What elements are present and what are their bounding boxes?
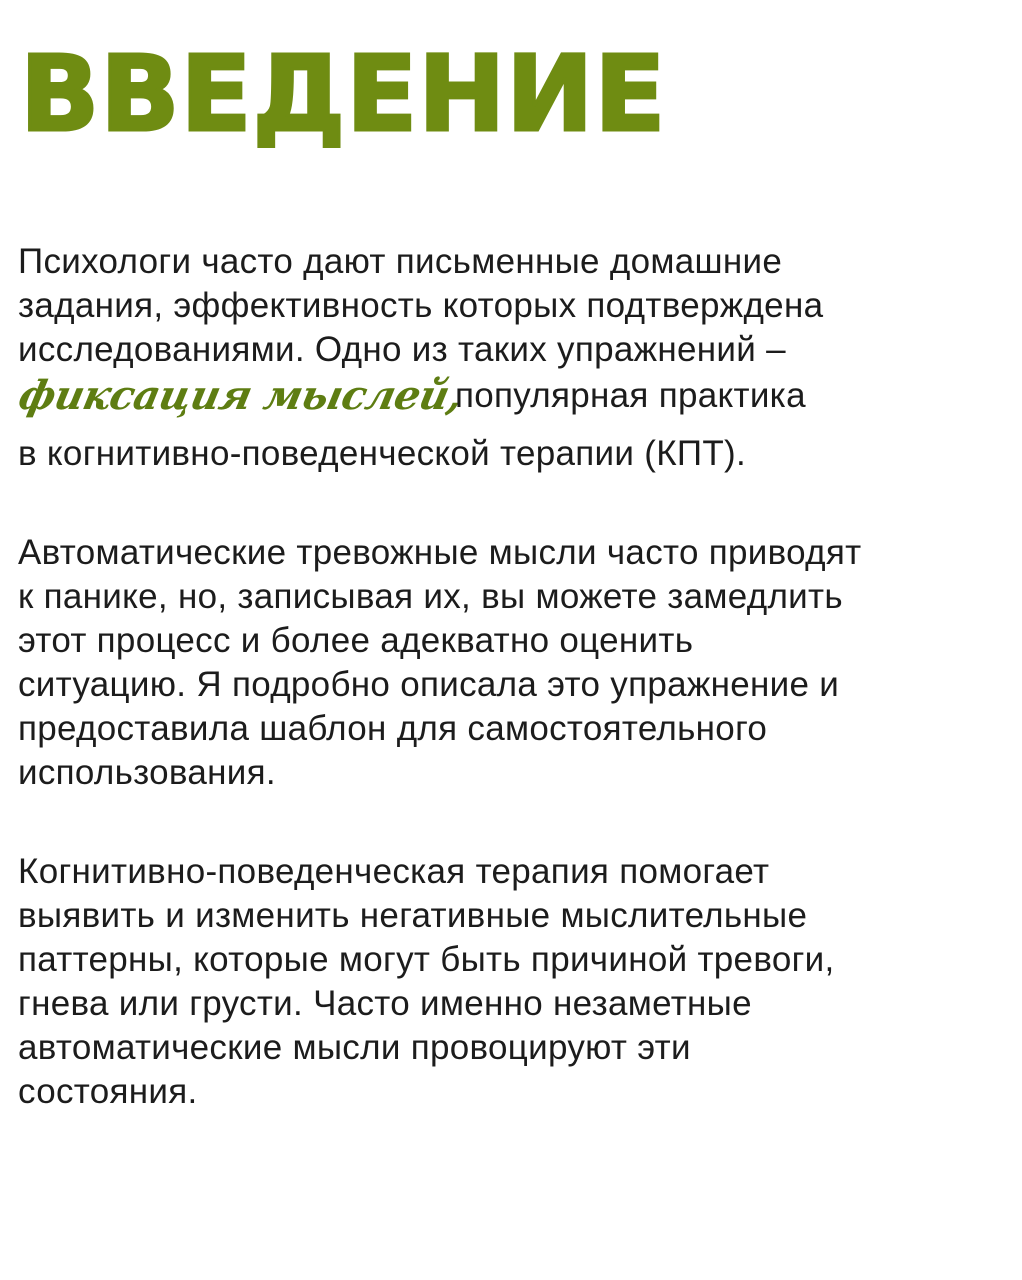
cbt-paragraph bbox=[18, 850, 1008, 1114]
paragraph-line: автоматические мысли провоцируют эти bbox=[18, 1028, 691, 1067]
paragraph-line: паттерны, которые могут быть причиной тревоги, bbox=[18, 940, 835, 979]
paragraph-line: задания, эффективность которых подтверждена bbox=[18, 286, 824, 325]
paragraph-line: этот процесс и более адекватно оценить bbox=[18, 621, 694, 660]
highlight-line bbox=[14, 372, 1008, 426]
paragraph-line: в когнитивно-поведенческой терапии (КПТ). bbox=[18, 434, 747, 473]
paragraph-line: Автоматические тревожные мысли часто приводят bbox=[18, 533, 862, 572]
paragraph-line: исследованиями. Одно из таких упражнений – bbox=[18, 330, 786, 369]
page-title: ВВЕДЕНИЕ bbox=[20, 33, 667, 155]
paragraph-line: состояния. bbox=[18, 1072, 198, 1111]
paragraph-line: предоставила шаблон для самостоятельного bbox=[18, 709, 768, 748]
paragraph-line: выявить и изменить негативные мыслительные bbox=[18, 896, 808, 935]
paragraph-line: гнева или грусти. Часто именно незаметные bbox=[18, 984, 752, 1023]
paragraph-line: Психологи часто дают письменные домашние bbox=[18, 242, 783, 281]
highlighted-term: фиксация мыслей, bbox=[14, 372, 467, 419]
paragraph-line: ситуацию. Я подробно описала это упражнение и bbox=[18, 665, 840, 704]
paragraph-line: популярная практика bbox=[455, 376, 806, 415]
intro-paragraph bbox=[14, 240, 1008, 476]
paragraph-line: Когнитивно-поведенческая терапия помогает bbox=[18, 852, 770, 891]
paragraph-line: к панике, но, записывая их, вы можете замедлить bbox=[18, 577, 843, 616]
paragraph-line: использования. bbox=[18, 753, 276, 792]
automatic-thoughts-paragraph bbox=[18, 531, 1008, 795]
